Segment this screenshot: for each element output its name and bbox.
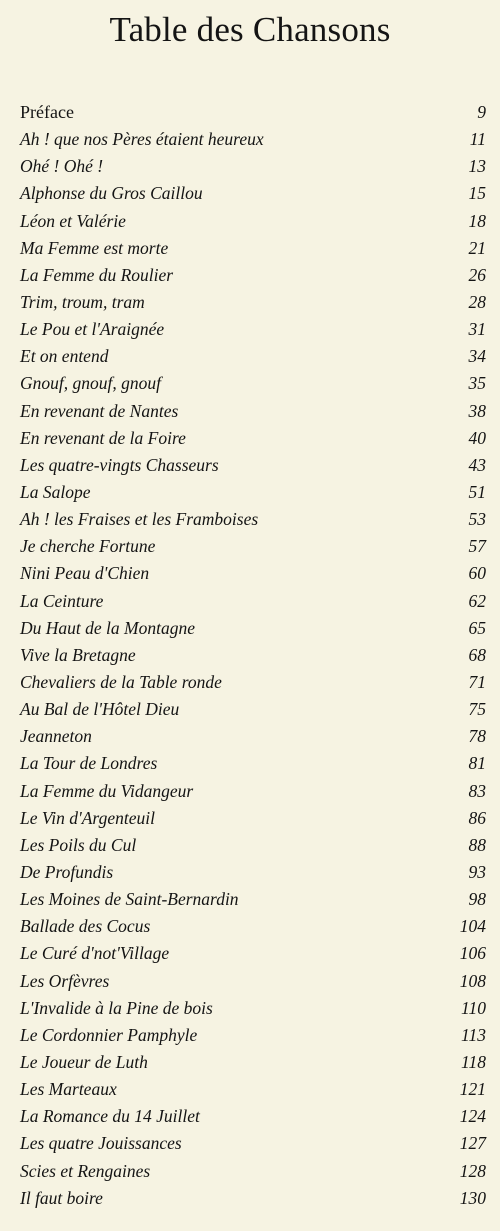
toc-entry xyxy=(20,262,486,289)
toc-entry-title: Il faut boire xyxy=(20,1187,103,1208)
toc-entry-title: La Ceinture xyxy=(20,590,104,611)
toc-entry xyxy=(20,1185,486,1212)
toc-entry-page-number: 15 xyxy=(468,183,486,204)
toc-entry xyxy=(20,479,486,506)
toc-entry-page-number: 88 xyxy=(468,834,486,855)
toc-entry xyxy=(20,316,486,343)
toc-entry-page-number: 75 xyxy=(468,699,486,720)
toc-entry-title: En revenant de la Foire xyxy=(20,427,186,448)
toc-entry-title: Les quatre Jouissances xyxy=(20,1133,182,1154)
toc-entry-title: Trim, troum, tram xyxy=(20,292,145,313)
toc-entry xyxy=(20,1022,486,1049)
toc-entry-title: Ah ! que nos Pères étaient heureux xyxy=(20,129,264,150)
toc-entry-title: Ah ! les Fraises et les Framboises xyxy=(20,509,259,530)
toc-entry-page-number: 60 xyxy=(468,563,486,584)
toc-entry-title: La Femme du Roulier xyxy=(20,264,174,285)
toc-entry-page-number: 93 xyxy=(468,862,486,882)
toc-entry xyxy=(20,126,486,153)
toc-entry-page-number: 26 xyxy=(468,264,486,285)
toc-entry-page-number: 62 xyxy=(468,590,486,611)
toc-entry-page-number: 106 xyxy=(459,943,486,964)
toc-entry xyxy=(20,642,486,669)
toc-entry-title: Préface xyxy=(20,102,74,123)
toc-entry xyxy=(20,669,486,696)
toc-entry-title: Léon et Valérie xyxy=(20,210,126,231)
toc-entry-title: Jeanneton xyxy=(20,726,92,747)
toc-entry-title: Le Joueur de Luth xyxy=(20,1051,148,1072)
toc-entry xyxy=(20,180,486,207)
toc-entry-page-number: 38 xyxy=(468,400,486,421)
toc-entry-page-number: 51 xyxy=(468,482,486,503)
toc-entry-title: Au Bal de l'Hôtel Dieu xyxy=(20,699,180,720)
toc-entry-page-number: 86 xyxy=(468,807,486,828)
toc-entry-title: Ohé ! Ohé ! xyxy=(20,156,104,177)
toc-entry-page-number: 53 xyxy=(468,509,486,530)
toc-entry xyxy=(20,398,486,425)
toc-entry xyxy=(20,886,486,913)
toc-entry-page-number: 113 xyxy=(461,1024,486,1045)
toc-entry-page-number: 21 xyxy=(468,237,486,258)
toc-entry xyxy=(20,208,486,235)
toc-entry xyxy=(20,778,486,805)
toc-entry xyxy=(20,805,486,832)
toc-entry-page-number: 68 xyxy=(468,644,486,665)
toc-entry-title: Scies et Rengaines xyxy=(20,1160,151,1181)
toc-entry xyxy=(20,1130,486,1157)
toc-entry xyxy=(20,588,486,615)
toc-entry-page-number: 124 xyxy=(459,1106,486,1127)
toc-entry-title: Le Curé d'not'Village xyxy=(20,943,170,964)
toc-entry xyxy=(20,533,486,560)
toc-entry xyxy=(20,506,486,533)
toc-entry xyxy=(20,995,486,1022)
toc-entry-title: La Femme du Vidangeur xyxy=(20,780,194,801)
toc-entry xyxy=(20,153,486,180)
toc-entry-page-number: 35 xyxy=(468,373,486,394)
toc-entry-title: Les Orfèvres xyxy=(20,970,110,991)
toc-entry xyxy=(20,913,486,940)
toc-entry xyxy=(20,1049,486,1076)
toc-entry-page-number: 34 xyxy=(468,346,486,367)
toc-entry-page-number: 71 xyxy=(468,672,486,693)
table-of-contents xyxy=(20,99,486,1212)
toc-entry xyxy=(20,1157,486,1184)
toc-entry-page-number: 118 xyxy=(461,1051,486,1072)
toc-entry-page-number: 83 xyxy=(468,780,486,801)
toc-entry-page-number: 121 xyxy=(459,1079,486,1100)
toc-entry xyxy=(20,750,486,777)
toc-entry-title: Le Pou et l'Araignée xyxy=(20,319,165,340)
toc-entry-page-number: 43 xyxy=(468,454,486,475)
toc-entry-page-number: 40 xyxy=(468,427,486,448)
toc-entry-title: Les Moines de Saint-Bernardin xyxy=(20,889,239,910)
toc-entry-page-number: 65 xyxy=(468,617,486,638)
toc-entry xyxy=(20,425,486,452)
toc-entry-title: Nini Peau d'Chien xyxy=(20,563,150,584)
toc-entry-title: Les quatre-vingts Chasseurs xyxy=(20,454,219,475)
toc-entry-page-number: 110 xyxy=(461,997,486,1018)
toc-entry-page-number: 128 xyxy=(459,1160,486,1181)
toc-entry xyxy=(20,343,486,370)
toc-entry xyxy=(20,1103,486,1130)
toc-entry-title: La Salope xyxy=(20,482,91,503)
toc-entry xyxy=(20,832,486,859)
toc-entry-page-number: 11 xyxy=(469,129,486,150)
toc-entry-page-number: 9 xyxy=(477,102,486,123)
toc-entry xyxy=(20,235,486,262)
toc-entry-page-number: 98 xyxy=(468,889,486,910)
toc-entry xyxy=(20,968,486,995)
toc-entry-page-number: 57 xyxy=(468,536,486,557)
toc-entry-title: Gnouf, gnouf, gnouf xyxy=(20,373,161,394)
toc-entry xyxy=(20,560,486,587)
toc-entry xyxy=(20,289,486,316)
toc-entry-title: Ma Femme est morte xyxy=(20,237,169,258)
toc-entry xyxy=(20,696,486,723)
toc-entry-page-number: 28 xyxy=(468,292,486,313)
page-title: Table des Chansons xyxy=(109,10,391,49)
toc-entry-title: L'Invalide à la Pine de bois xyxy=(20,997,213,1018)
toc-entry-title: Les Poils du Cul xyxy=(20,834,137,855)
toc-entry-page-number: 13 xyxy=(468,156,486,177)
toc-entry-page-number: 108 xyxy=(459,970,486,991)
toc-entry-title: De Profundis xyxy=(20,862,114,882)
toc-entry xyxy=(20,452,486,479)
toc-entry xyxy=(20,615,486,642)
toc-entry-page-number: 127 xyxy=(459,1133,486,1154)
toc-entry-title: En revenant de Nantes xyxy=(20,400,179,421)
toc-entry-page-number: 78 xyxy=(468,726,486,747)
toc-entry-title: Le Vin d'Argenteuil xyxy=(20,807,155,828)
toc-entry xyxy=(20,1076,486,1103)
toc-entry-title: Le Cordonnier Pamphyle xyxy=(20,1024,198,1045)
toc-entry-title: La Romance du 14 Juillet xyxy=(20,1106,200,1127)
toc-entry-title: Je cherche Fortune xyxy=(20,536,156,557)
toc-entry xyxy=(20,723,486,750)
toc-entry-title: Les Marteaux xyxy=(20,1079,117,1100)
toc-entry-title: Chevaliers de la Table ronde xyxy=(20,672,222,693)
toc-entry-page-number: 31 xyxy=(468,319,486,340)
toc-entry-title: La Tour de Londres xyxy=(20,753,158,774)
toc-entry-preface xyxy=(20,99,486,126)
toc-entry-page-number: 104 xyxy=(459,916,486,937)
toc-entry-page-number: 130 xyxy=(459,1187,486,1208)
toc-entry-page-number: 81 xyxy=(468,753,486,774)
toc-entry-title: Ballade des Cocus xyxy=(20,916,151,937)
toc-entry xyxy=(20,940,486,967)
toc-entry xyxy=(20,859,486,886)
toc-entry-title: Vive la Bretagne xyxy=(20,644,136,665)
toc-entry-title: Et on entend xyxy=(20,346,109,367)
toc-entry-title: Alphonse du Gros Caillou xyxy=(20,183,203,204)
toc-entry-title: Du Haut de la Montagne xyxy=(20,617,195,638)
toc-entry xyxy=(20,370,486,397)
toc-entry-page-number: 18 xyxy=(468,210,486,231)
